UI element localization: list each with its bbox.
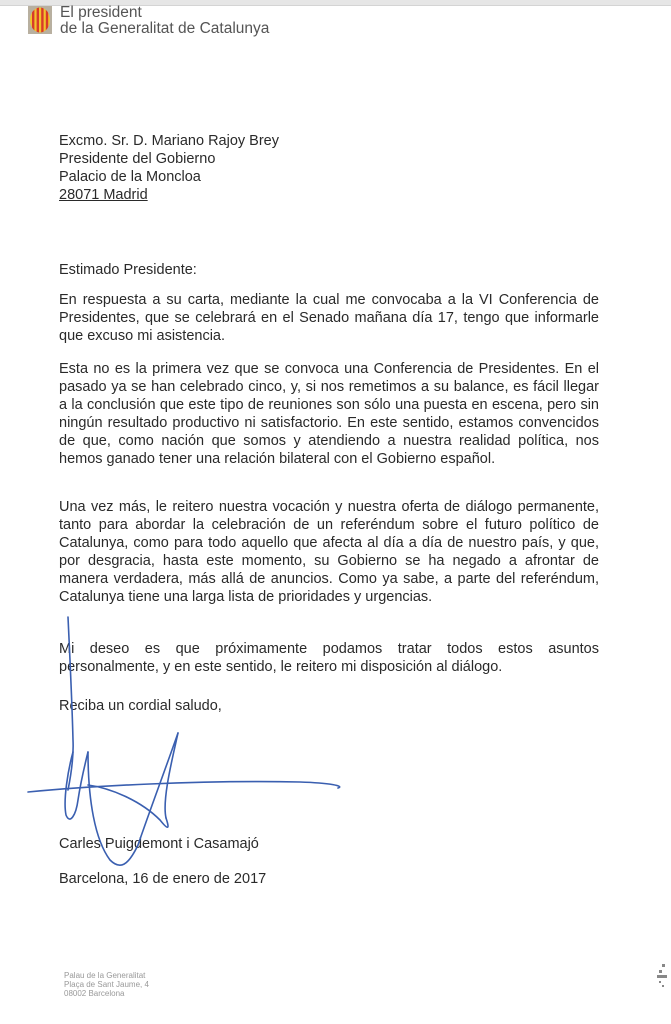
letterhead-line-1: El president: [60, 4, 142, 21]
catalan-shield-logo: [28, 6, 52, 34]
footer-line-3: 08002 Barcelona: [64, 989, 125, 998]
recipient-address: [59, 132, 279, 204]
paragraph-4: Mi deseo es que próximamente podamos tratar todos estos asuntos personalmente, y en este sentido, le reitero mi disposición al diálogo.: [59, 641, 599, 675]
place-date: Barcelona, 16 de enero de 2017: [59, 871, 267, 887]
paragraph-3: Una vez más, le reitero nuestra vocación y nuestra oferta de diálogo permanente, tanto para abordar la celebración de un referéndum sobre el futuro político de Catalunya, como para todo aquello que afecta al día a día de nuestro país, y que, por desgracia, hasta este momento, su Gobierno se ha negado a afrontar de manera verdadera, más allá de anuncios. Como ya sabe, a parte del referéndum, Catalunya tiene una larga lista de prioridades y urgencias.: [59, 499, 599, 605]
footer-line-2: Plaça de Sant Jaume, 4: [64, 980, 149, 989]
closing: Reciba un cordial saludo,: [59, 698, 222, 714]
recipient-name: Excmo. Sr. D. Mariano Rajoy Brey: [59, 133, 279, 149]
letterhead: [60, 5, 269, 37]
paragraph-1: En respuesta a su carta, mediante la cual me convocaba a la VI Conferencia de Presidentes, que se celebrará en el Senado mañana día 17, tengo que informarle que excuso mi asistencia.: [59, 292, 599, 344]
recipient-city: 28071 Madrid: [59, 187, 148, 203]
footer-line-1: Palau de la Generalitat: [64, 971, 146, 980]
signatory-name: Carles Puigdemont i Casamajó: [59, 836, 259, 852]
letterhead-line-2: de la Generalitat de Catalunya: [60, 20, 270, 37]
footer-logo-mark: [655, 962, 669, 992]
recipient-office: Palacio de la Moncloa: [59, 169, 201, 185]
footer-address: [64, 971, 149, 998]
recipient-title: Presidente del Gobierno: [59, 151, 216, 167]
paragraph-2: Esta no es la primera vez que se convoca una Conferencia de Presidentes. En el pasado ya se han celebrado cinco, y, si nos remetimos a su balance, es fácil llegar a la conclusión que este tipo de reuniones son sólo una puesta en escena, pero sin ningún resultado productivo ni satisfactorio. En este sentido, estamos convencidos de que, como nación que somos y atendiendo a nuestra realidad política, nos hemos ganado tener una relación bilateral con el Gobierno español.: [59, 361, 599, 467]
greeting: Estimado Presidente:: [59, 262, 197, 278]
